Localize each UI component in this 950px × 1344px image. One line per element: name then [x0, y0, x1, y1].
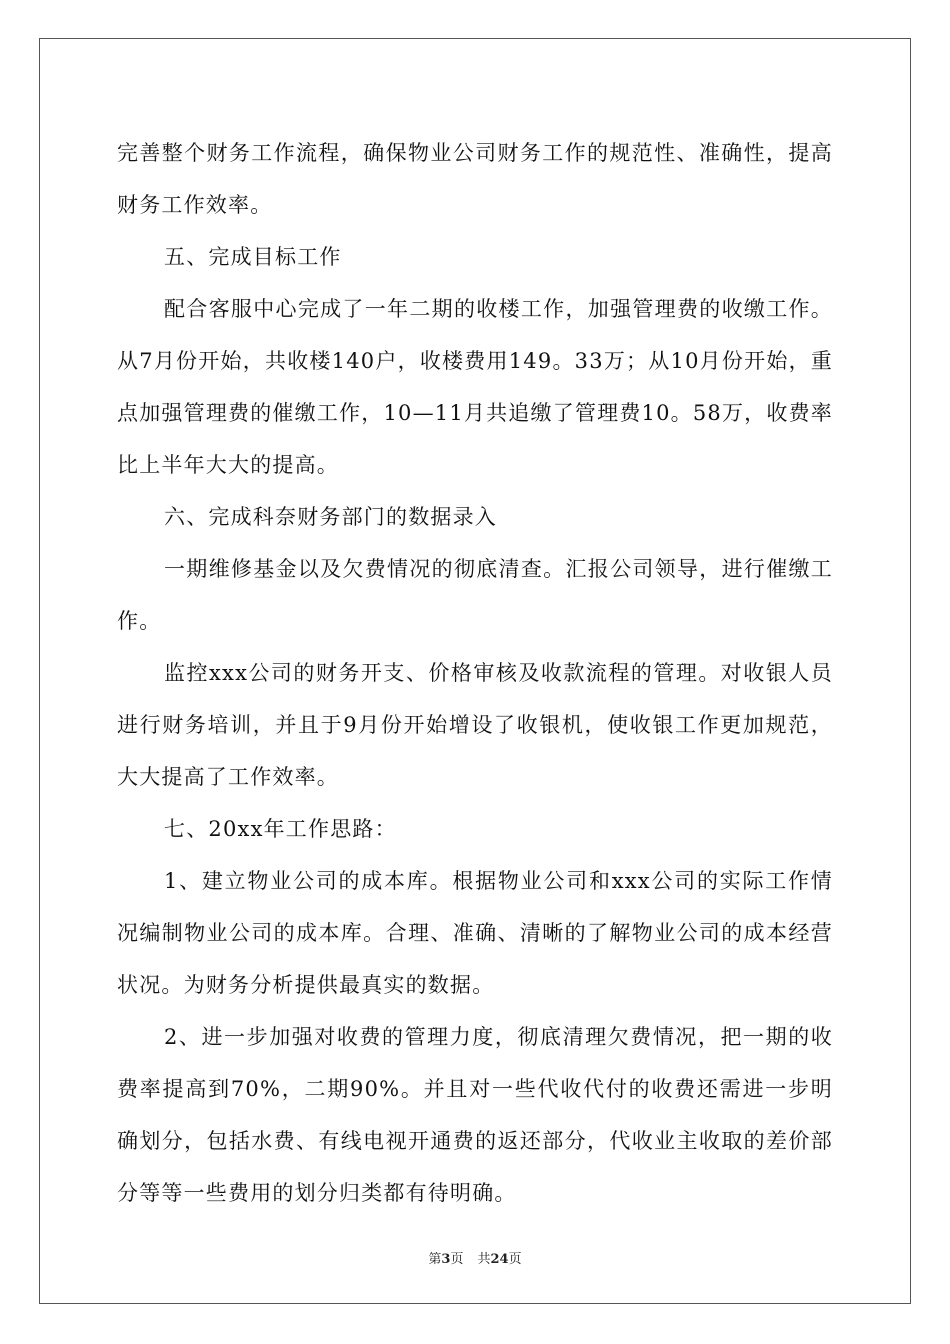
paragraph-6: 2、进一步加强对收费的管理力度，彻底清理欠费情况，把一期的收费率提高到70%，二期90%。并且对一些代收代付的收费还需进一步明确划分，包括水费、有线电视开通费的返还部分，代收业主收取的差价部分等等一些费用的划分归类都有待明确。 [117, 1025, 833, 1205]
section-heading-7: 七、20xx年工作思路： [164, 817, 397, 841]
paragraph-1: 完善整个财务工作流程，确保物业公司财务工作的规范性、准确性，提高财务工作效率。 [117, 141, 833, 217]
total-pages: 24 [490, 1252, 509, 1267]
total-suffix: 页 [508, 1252, 522, 1267]
paragraph-2: 配合客服中心完成了一年二期的收楼工作，加强管理费的收缴工作。从7月份开始，共收楼140户，收楼费用149。33万；从10月份开始，重点加强管理费的催缴工作，10—11月共追缴了管理费10。58万，收费率比上半年大大的提高。 [117, 297, 833, 477]
page-footer [0, 1248, 950, 1267]
paragraph-5: 1、建立物业公司的成本库。根据物业公司和xxx公司的实际工作情况编制物业公司的成本库。合理、准确、清晰的了解物业公司的成本经营状况。为财务分析提供最真实的数据。 [117, 869, 833, 997]
page-suffix: 页 [450, 1252, 464, 1267]
total-prefix: 共 [477, 1252, 491, 1267]
page-number: 3 [441, 1252, 451, 1267]
paragraph-4: 监控xxx公司的财务开支、价格审核及收款流程的管理。对收银人员进行财务培训，并且于9月份开始增设了收银机，使收银工作更加规范，大大提高了工作效率。 [117, 661, 833, 789]
section-heading-5: 五、完成目标工作 [164, 245, 342, 269]
document-body [117, 127, 833, 1219]
section-heading-6: 六、完成科奈财务部门的数据录入 [164, 505, 497, 529]
paragraph-3: 一期维修基金以及欠费情况的彻底清查。汇报公司领导，进行催缴工作。 [117, 557, 833, 633]
page-prefix: 第 [428, 1252, 442, 1267]
